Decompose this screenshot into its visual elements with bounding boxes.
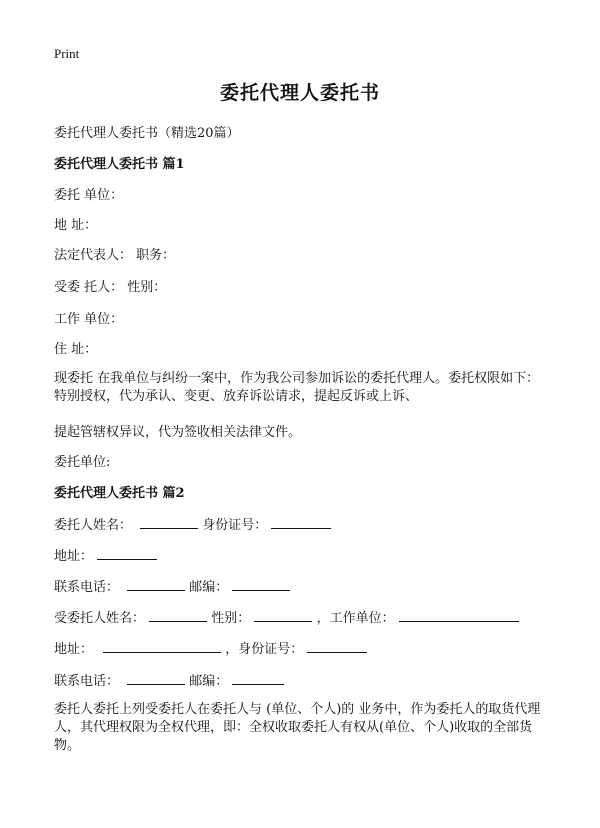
phone-label: 联系电话： — [54, 580, 120, 595]
authorization-paragraph-continued: 提起管辖权异议，代为签收相关法律文件。 — [54, 425, 302, 440]
postcode2-blank[interactable] — [232, 672, 284, 685]
id-number2-label: ，身份证号： — [225, 642, 304, 657]
legal-rep-line: 法定代表人： 职务： — [54, 248, 176, 263]
phone2-label: 联系电话： — [54, 674, 120, 689]
page-title: 委托代理人委托书 — [219, 82, 380, 104]
gender-blank[interactable] — [254, 609, 312, 622]
work-unit-blank[interactable] — [399, 609, 519, 622]
postcode-label: 邮编： — [189, 580, 229, 595]
phone-blank[interactable] — [127, 578, 185, 591]
client-unit-line: 委托 单位： — [54, 188, 124, 203]
id-number2-blank[interactable] — [307, 640, 367, 653]
client-name-label: 委托人姓名： — [54, 518, 133, 533]
address-label: 地址： — [54, 549, 94, 564]
section-2-heading: 委托代理人委托书 篇2 — [54, 486, 185, 501]
gender-label: 性别： — [211, 611, 251, 626]
phone-row — [54, 576, 290, 595]
work-unit-line: 工作 单位： — [54, 312, 124, 327]
address-blank[interactable] — [97, 547, 157, 560]
agent-name-blank[interactable] — [149, 609, 207, 622]
work-unit-label: ，工作单位： — [316, 611, 395, 626]
section-1-heading: 委托代理人委托书 篇1 — [54, 157, 185, 172]
postcode-blank[interactable] — [232, 578, 290, 591]
document-subtitle: 委托代理人委托书（精选20篇） — [54, 126, 240, 141]
postcode2-label: 邮编： — [189, 674, 229, 689]
signature-line: 委托单位: — [54, 455, 111, 470]
delegation-paragraph: 委托人委托上列受委托人在委托人与 (单位、个人)的 业务中，作为委托人的取货代理人，其代理权限为全权代理，即：全权收取委托人有权从(单位、个人)收取的全部货物。 — [54, 702, 541, 753]
address-line: 地 址： — [54, 218, 98, 233]
address-row — [54, 545, 157, 564]
authorization-paragraph: 现委托 在我单位与纠纷一案中，作为我公司参加诉讼的委托代理人。委托权限如下： 特别授权，代为承认、变更、放弃诉讼请求，提起反诉或上诉、 — [54, 371, 540, 404]
client-name-row — [54, 514, 331, 533]
client-name-blank[interactable] — [140, 516, 198, 529]
residence-line: 住 址： — [54, 342, 98, 357]
agent-line: 受委 托人： 性别： — [54, 280, 167, 295]
address2-label: 地址： — [54, 642, 94, 657]
address-id-row — [54, 638, 367, 657]
phone2-blank[interactable] — [127, 672, 185, 685]
id-number-blank[interactable] — [271, 516, 331, 529]
print-label[interactable]: Print — [54, 46, 80, 61]
id-number-label: 身份证号： — [202, 518, 268, 533]
phone2-row — [54, 670, 284, 689]
agent-row — [54, 607, 519, 626]
address2-blank[interactable] — [103, 640, 221, 653]
agent-name-label: 受委托人姓名： — [54, 611, 146, 626]
